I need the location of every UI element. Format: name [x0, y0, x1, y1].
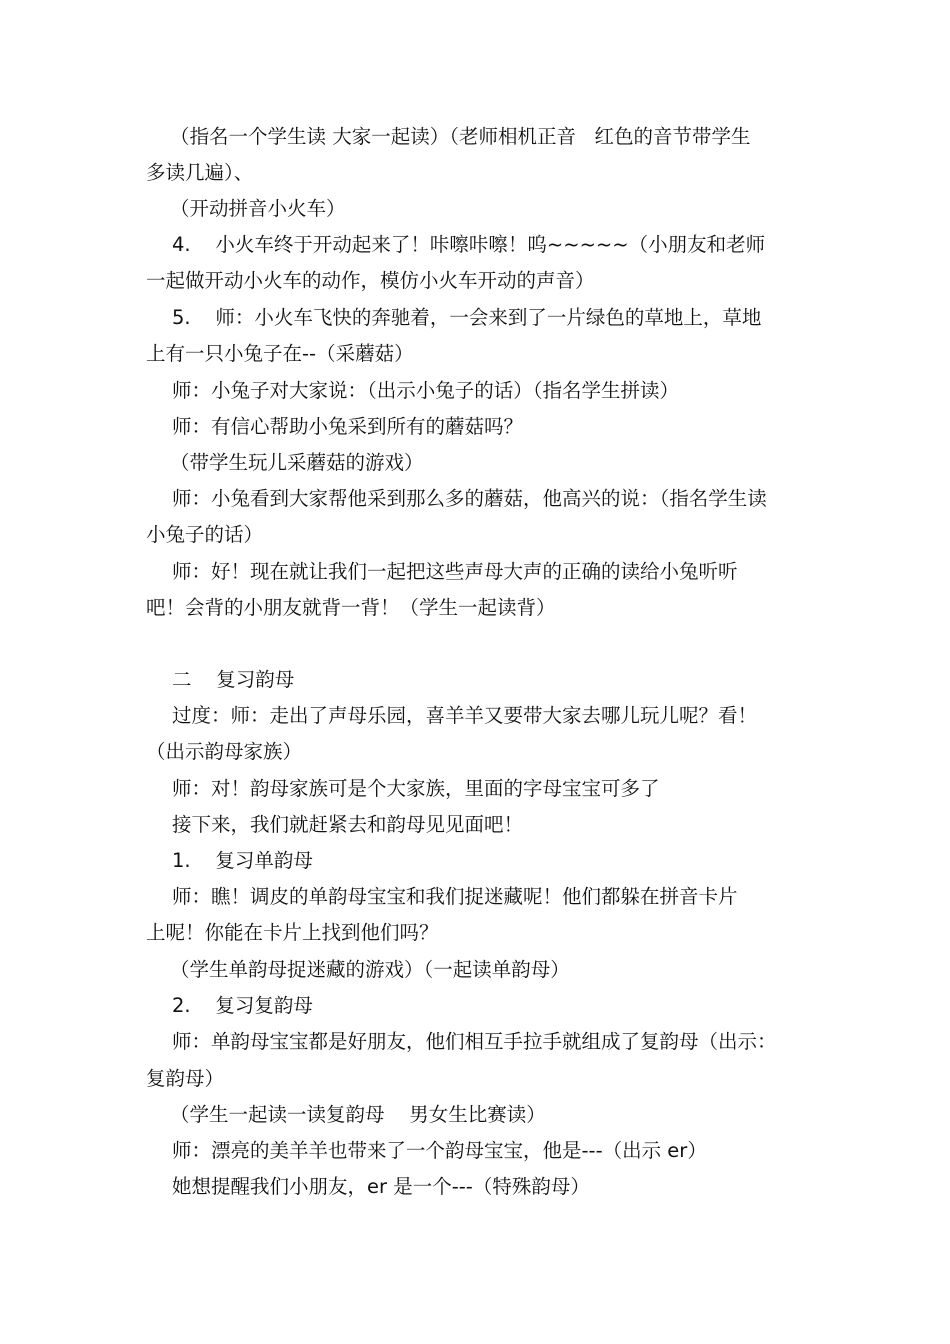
text-line: 上有一只小兔子在--（采蘑菇） — [146, 342, 414, 365]
text-line: （开动拼音小火车） — [170, 197, 346, 220]
text-line: （指名一个学生读 大家一起读）（老师相机正音 红色的音节带学生 — [170, 125, 751, 148]
text-line: 一起做开动小火车的动作，模仿小火车开动的声音） — [146, 269, 595, 292]
text-line: 师：有信心帮助小兔采到所有的蘑菇吗？ — [172, 415, 524, 438]
text-line: 师：对！韵母家族可是个大家族，里面的字母宝宝可多了 — [172, 777, 660, 800]
text-line: 小兔子的话） — [146, 523, 264, 546]
subsection-heading: 2. 复习复韵母 — [172, 994, 313, 1017]
subsection-heading: 1. 复习单韵母 — [172, 849, 313, 872]
text-line: （学生单韵母捉迷藏的游戏）（一起读单韵母） — [170, 958, 570, 981]
text-line: 5. 师：小火车飞快的奔驰着，一会来到了一片绿色的草地上，草地 — [172, 306, 762, 329]
text-line: 4. 小火车终于开动起来了！咔嚓咔嚓！呜~~~~~（小朋友和老师 — [172, 233, 766, 256]
text-line: 师：漂亮的美羊羊也带来了一个韵母宝宝，他是---（出示 er） — [172, 1139, 707, 1162]
section-heading: 二 复习韵母 — [172, 668, 295, 691]
text-line: （带学生玩儿采蘑菇的游戏） — [170, 451, 424, 474]
text-line: 师：小兔子对大家说：（出示小兔子的话）（指名学生拼读） — [172, 379, 680, 402]
text-line: （出示韵母家族） — [146, 740, 303, 763]
text-line: （学生一起读一读复韵母 男女生比赛读） — [170, 1103, 546, 1126]
text-line: 吧！会背的小朋友就背一背！（学生一起读背） — [146, 596, 556, 619]
text-line: 师：瞧！调皮的单韵母宝宝和我们捉迷藏呢！他们都躲在拼音卡片 — [172, 885, 738, 908]
text-line: 她想提醒我们小朋友，er 是一个---（特殊韵母） — [172, 1175, 590, 1198]
text-line: 师：小兔看到大家帮他采到那么多的蘑菇，他高兴的说：（指名学生读 — [172, 487, 767, 510]
text-line: 多读几遍）、 — [146, 161, 254, 184]
text-line: 师：单韵母宝宝都是好朋友，他们相互手拉手就组成了复韵母（出示： — [172, 1030, 777, 1053]
text-line: 上呢！你能在卡片上找到他们吗？ — [146, 921, 439, 944]
text-line: 师：好！现在就让我们一起把这些声母大声的正确的读给小兔听听 — [172, 560, 738, 583]
text-line: 复韵母） — [146, 1067, 225, 1090]
text-line: 接下来，我们就赶紧去和韵母见见面吧！ — [172, 813, 524, 836]
text-line: 过度：师：走出了声母乐园，喜羊羊又要带大家去哪儿玩儿呢？看！ — [172, 704, 758, 727]
